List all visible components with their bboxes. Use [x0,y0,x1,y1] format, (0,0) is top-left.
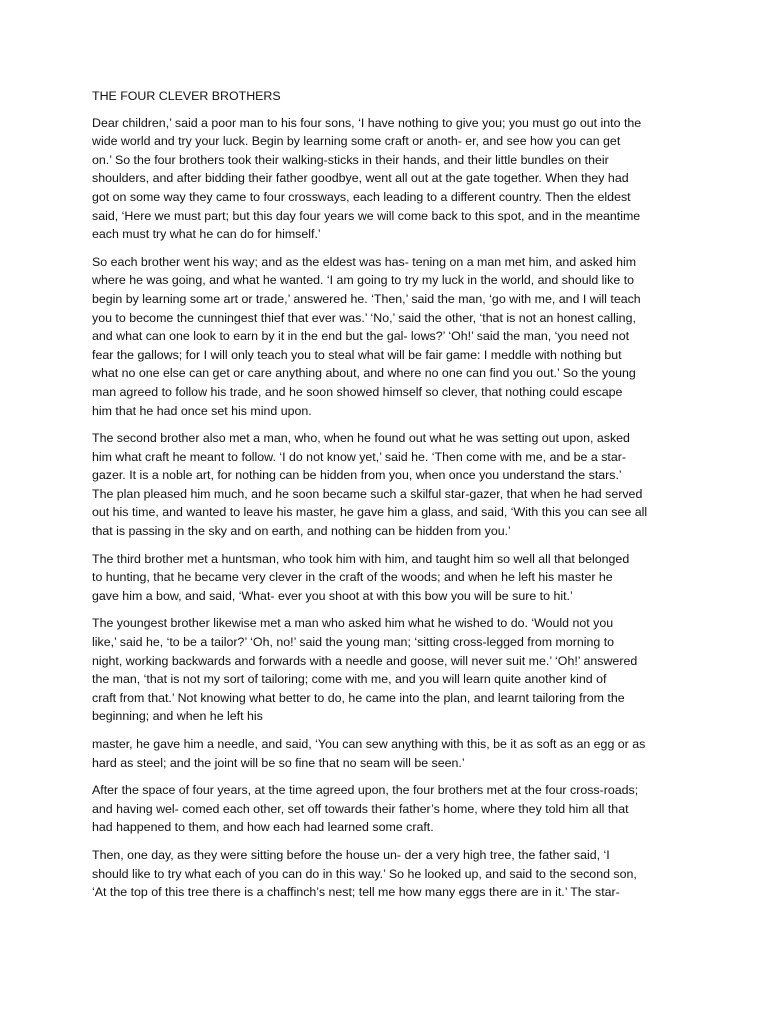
paragraph-line: The second brother also met a man, who, when he found out what he was setting out upon, asked [92,431,630,446]
paragraph-line: on.’ So the four brothers took their walking-sticks in their hands, and their little bundles on their [92,152,609,167]
paragraph-line: what no one else can get or care anything about, and where no one can find you out.’ So the young [92,366,636,381]
paragraph-line: gazer. It is a noble art, for nothing can be hidden from you, when once you understand the stars.’ [92,468,622,483]
paragraph [92,429,678,541]
paragraph-line: to hunting, that he became very clever in the craft of the woods; and when he left his master he [92,570,613,585]
paragraph [92,614,678,726]
paragraph-line: begin by learning some art or trade,’ answered he. ‘Then,’ said the man, ‘go with me, and I will teach [92,291,641,306]
document-title: THE FOUR CLEVER BROTHERS [92,89,281,103]
paragraph [92,846,678,902]
paragraph-line: Dear children,’ said a poor man to his four sons, ‘I have nothing to give you; you must go out into the [92,115,642,130]
paragraph-line: him that he had once set his mind upon. [92,403,312,418]
paragraph-line: fear the gallows; for I will only teach you to steal what will be fair game: I meddle with nothing but [92,347,622,362]
paragraph-line: him what craft he meant to follow. ‘I do not know yet,’ said he. ‘Then come with me, and be a star- [92,449,626,464]
document-page [92,87,678,911]
paragraph-line: and what can one look to earn by it in the end but the gal- lows?’ ‘Oh!’ said the man, ‘you need not [92,329,630,344]
paragraph-line: The youngest brother likewise met a man who asked him what he wished to do. ‘Would not you [92,616,614,631]
paragraph-line: So each brother went his way; and as the eldest was has- tening on a man met him, and asked him [92,254,637,269]
paragraph-line: After the space of four years, at the time agreed upon, the four brothers met at the four cross-roads; [92,783,639,798]
paragraph-line: said, ‘Here we must part; but this day four years we will come back to this spot, and in the meantime [92,208,641,223]
paragraph-line: and having wel- comed each other, set off towards their father’s home, where they told him all that [92,801,629,816]
paragraph-line: got on some way they came to four crossways, each leading to a different country. Then the eldest [92,189,631,204]
paragraph [92,114,678,244]
paragraph-line: ‘At the top of this tree there is a chaffinch’s nest; tell me how many eggs there are in it.’ The star- [92,885,620,900]
paragraph-line: had happened to them, and how each had learned some craft. [92,820,434,835]
paragraph-line: you to become the cunningest thief that ever was.’ ‘No,’ said the other, ‘that is not an honest calling, [92,310,636,325]
paragraph-line: craft from that.’ Not knowing what better to do, he came into the plan, and learnt tailoring from the [92,690,625,705]
paragraph-line: that is passing in the sky and on earth, and nothing can be hidden from you.’ [92,524,511,539]
paragraph-line: out his time, and wanted to leave his master, he gave him a glass, and said, ‘With this you can see all [92,505,648,520]
paragraph-line: like,’ said he, ‘to be a tailor?’ ‘Oh, no!’ said the young man; ‘sitting cross-legged from morning to [92,635,615,650]
paragraph-line: wide world and try your luck. Begin by learning some craft or anoth- er, and see how you can get [92,134,621,149]
paragraph-line: where he was going, and what he wanted. ‘I am going to try my luck in the world, and should like to [92,273,635,288]
paragraph-line: man agreed to follow his trade, and he soon showed himself so clever, that nothing could escape [92,384,623,399]
paragraph-line: master, he gave him a needle, and said, ‘You can sew anything with this, be it as soft as an egg or as [92,737,646,751]
paragraph-line: night, working backwards and forwards with a needle and goose, will never suit me.’ ‘Oh!’ answered [92,653,638,668]
paragraph-line: gave him a bow, and said, ‘What- ever you shoot at with this bow you will be sure to hit.’ [92,588,573,603]
document-body [92,114,678,902]
paragraph-line: The plan pleased him much, and he soon became such a skilful star-gazer, that when he had served [92,486,643,501]
paragraph [92,781,678,837]
paragraph-line: each must try what he can do for himself.’ [92,227,321,242]
paragraph [92,735,678,772]
paragraph-line: Then, one day, as they were sitting before the house un- der a very high tree, the father said, ‘I [92,847,610,862]
paragraph [92,253,678,420]
paragraph-line: shoulders, and after bidding their father goodbye, went all out at the gate together. When they had [92,171,629,186]
paragraph [92,550,678,606]
paragraph-line: hard as steel; and the joint will be so fine that no seam will be seen.’ [92,755,465,770]
paragraph-line: should like to try what each of you can do in this way.’ So he looked up, and said to the second son, [92,866,637,881]
paragraph-line: the man, ‘that is not my sort of tailoring; come with me, and you will learn quite another kind of [92,672,607,687]
paragraph-line: The third brother met a huntsman, who took him with him, and taught him so well all that belonged [92,551,630,566]
paragraph-line: beginning; and when he left his [92,709,263,724]
